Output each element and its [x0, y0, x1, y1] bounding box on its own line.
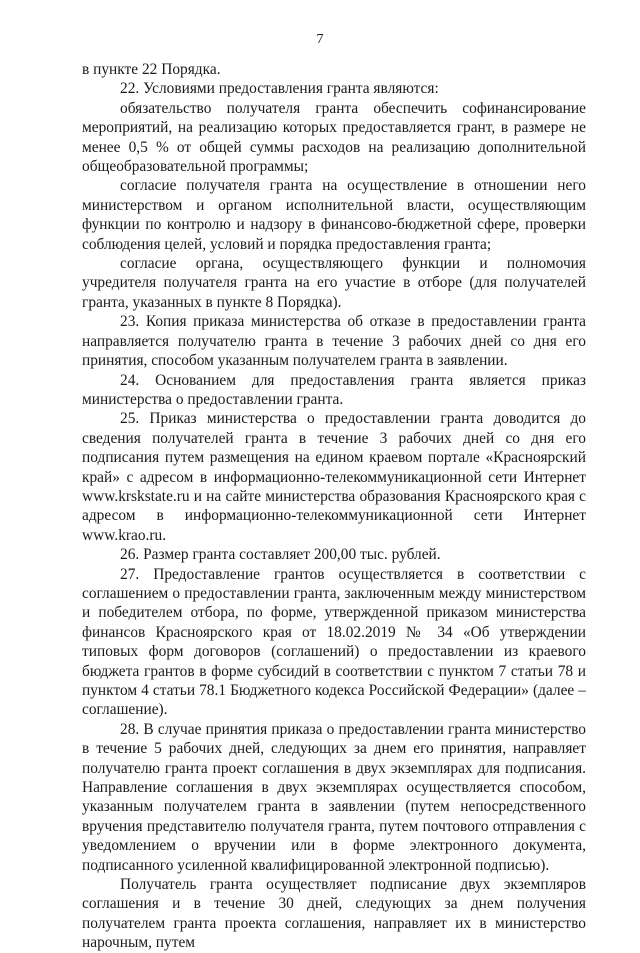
paragraph-26: 26. Размер гранта составляет 200,00 тыс. рублей. — [120, 546, 441, 564]
paragraph-24: 24. Основанием для предоставления гранта является приказ министерства о предоставлении гранта. — [82, 371, 586, 408]
paragraph-22-inspection-consent: согласие получателя гранта на осуществление в отношении него министерством и органом исполнительной власти, осуществляющим функции по контролю и надзору в финансово-бюджетной сфере, проверки соблюдения целей, условий и порядка предоставления гранта; — [82, 177, 586, 253]
page-number: 7 — [316, 32, 324, 47]
paragraph-continuation: в пункте 22 Порядка. — [82, 61, 221, 78]
document-body — [82, 60, 586, 953]
paragraph-22-cofinancing: обязательство получателя гранта обеспечить софинансирование мероприятий, на реализацию которых предоставляется грант, в размере не менее 0,5 % от общей суммы расходов на реализацию дополнительной общеобразовательной программы; — [82, 99, 586, 176]
paragraph-23: 23. Копия приказа министерства об отказе в предоставлении гранта направляется получателю гранта в течение 3 рабочих дней со дня его принятия, способом указанным получателем гранта в заявлении. — [82, 313, 586, 370]
paragraph-22-founder-consent: согласие органа, осуществляющего функции и полномочия учредителя получателя гранта на его участие в отборе (для получателей гранта, указанных в пункте 8 Порядка). — [82, 255, 586, 311]
paragraph-28: 28. В случае принятия приказа о предоставлении гранта министерство в течение 5 рабочих дней, следующих за днем его принятия, направляет получателю гранта проект соглашения в двух экземплярах для подписания. Направление соглашения в двух экземплярах осуществляется способом, указанным получателем гранта в заявлении (путем непосредственного вручения представителю получателя гранта, путем почтового отправления с уведомлением о вручении или в форме электронного документа, подписанного усиленной квалифицированной электронной подписью). — [82, 720, 586, 874]
paragraph-22-heading: 22. Условиями предоставления гранта являются: — [120, 80, 439, 98]
paragraph-27: 27. Предоставление грантов осуществляется в соответствии с соглашением о предоставлении гранта, заключенным между министерством и победителем отбора, по форме, утвержденной приказом министерства финансов Красноярского края от 18.02.2019 № 34 «Об утверждении типовых форм договоров (соглашений) о предоставлении из краевого бюджета грантов в форме субсидий в соответствии с пунктом 7 статьи 78 и пунктом 4 статьи 78.1 Бюджетного кодекса Российской Федерации» (далее – соглашение). — [82, 565, 586, 719]
paragraph-25: 25. Приказ министерства о предоставлении гранта доводится до сведения получателей гранта в течение 3 рабочих дней со дня его подписания путем размещения на едином краевом портале «Красноярский край» с адресом в информационно-телекоммуникационной сети Интернет www.krskstate.ru и на сайте министерства образования Красноярского края с адресом в информационно-телекоммуникационной сети Интернет www.krao.ru. — [82, 410, 586, 544]
paragraph-28-signing: Получатель гранта осуществляет подписание двух экземпляров соглашения и в течение 30 дней, следующих за днем получения получателем гранта проекта соглашения, направляет их в министерство нарочным, путем — [82, 876, 586, 952]
